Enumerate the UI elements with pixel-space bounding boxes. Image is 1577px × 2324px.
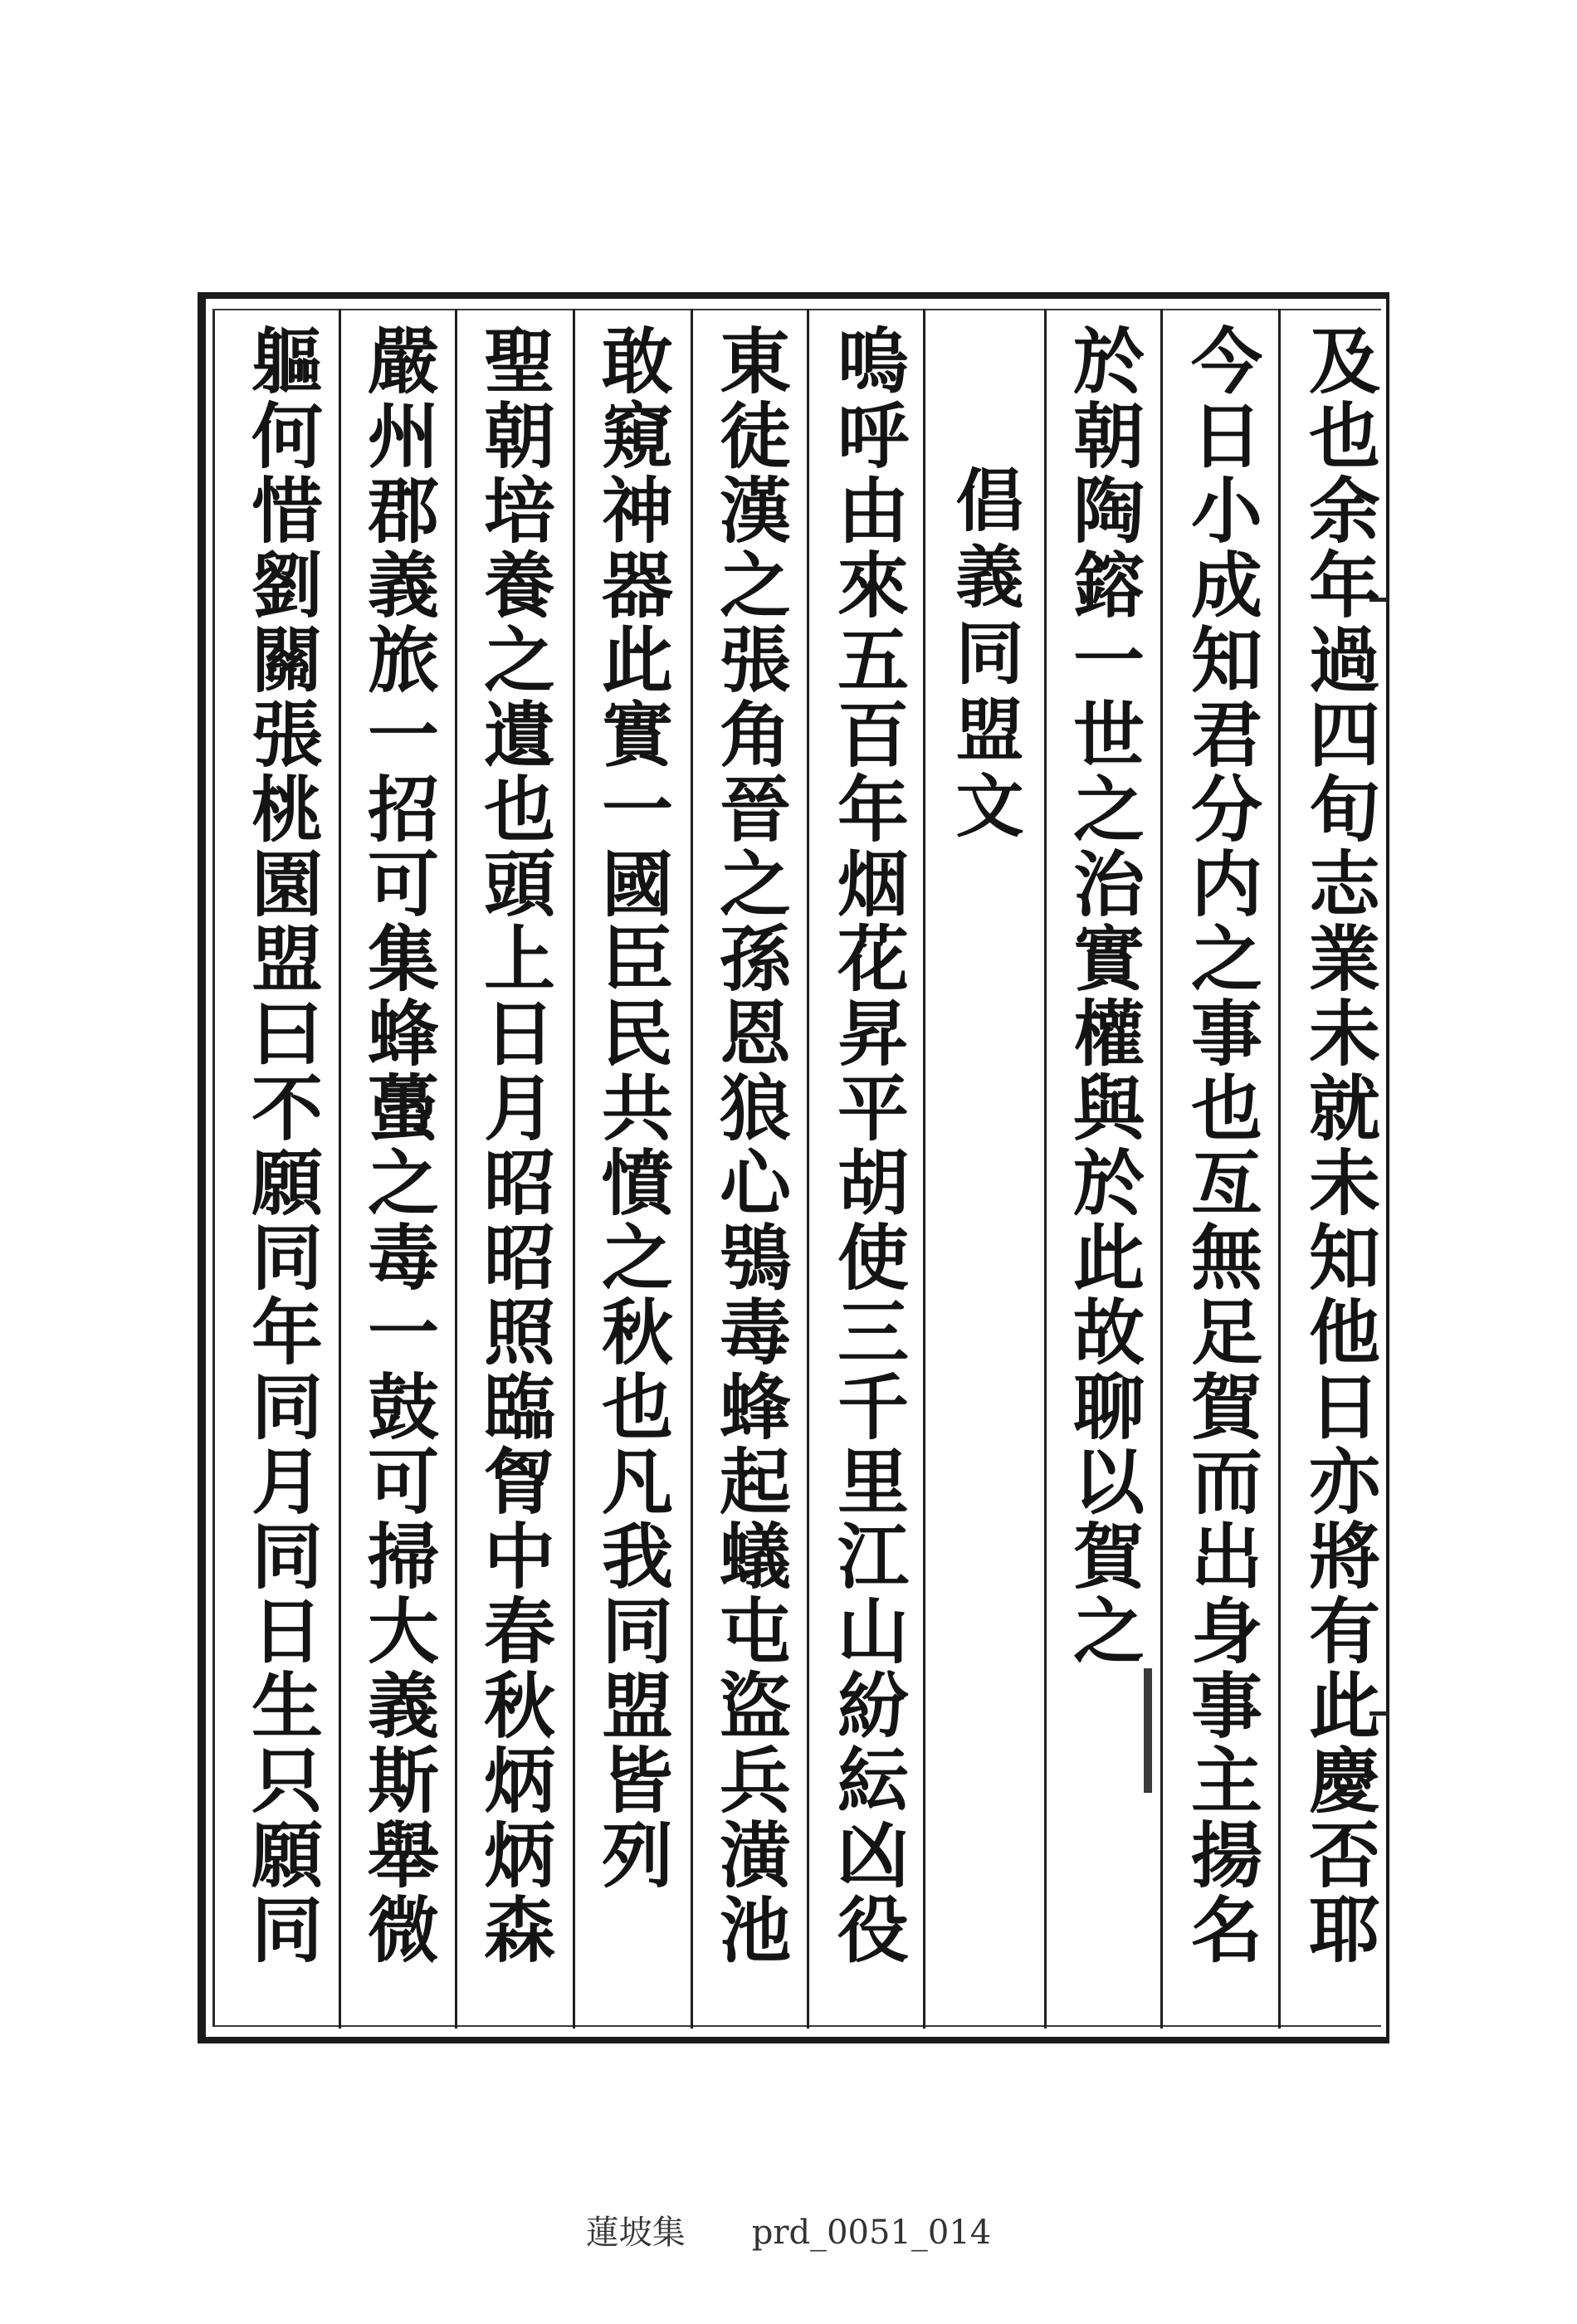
text-column-9: 嚴州郡義旅一招可集蜂蠆之毒一鼓可掃大義斯舉微 [355, 324, 439, 1967]
column-rule [691, 309, 693, 2029]
page-identifier: prd_0051_014 [751, 2214, 992, 2252]
text-column-5: 嗚呼由來五百年烟花昇平胡使三千里江山紛紜凶役 [825, 324, 909, 1967]
column-rule [923, 309, 925, 2029]
column-rule [455, 309, 457, 2029]
text-column-7: 敢窺神器此實一國臣民共憤之秋也凡我同盟皆列 [589, 324, 673, 1892]
section-title: 倡義同盟文 [945, 465, 1024, 847]
column-rule [573, 309, 575, 2029]
collection-title: 蓮坡集 [585, 2214, 686, 2252]
page-caption [0, 2206, 1577, 2253]
text-column-10: 軀何惜劉關張桃園盟曰不願同年同月同日生只願同 [239, 324, 323, 1967]
column-rule [1160, 309, 1163, 2029]
text-column-6: 東徒漢之張角晉之孫恩狼心鴞毒蜂起蟻屯盜兵潢池 [707, 324, 791, 1967]
column-rule [1278, 309, 1281, 2029]
text-column-8: 聖朝培養之遺也頭上日月昭昭照臨胷中春秋炳炳森 [471, 324, 555, 1967]
column-rule [1044, 309, 1047, 2029]
column-rule [807, 309, 809, 2029]
text-column-1: 及也余年過四旬志業未就未知他日亦將有此慶否耶 [1296, 324, 1380, 1967]
text-column-2: 今日小成知君分内之事也亙無足賀而出身事主揚名 [1179, 324, 1262, 1967]
text-column-3: 於朝陶鎔一世之治實權與於此故聊以賀之 [1061, 324, 1145, 1668]
column-rule [339, 309, 341, 2029]
